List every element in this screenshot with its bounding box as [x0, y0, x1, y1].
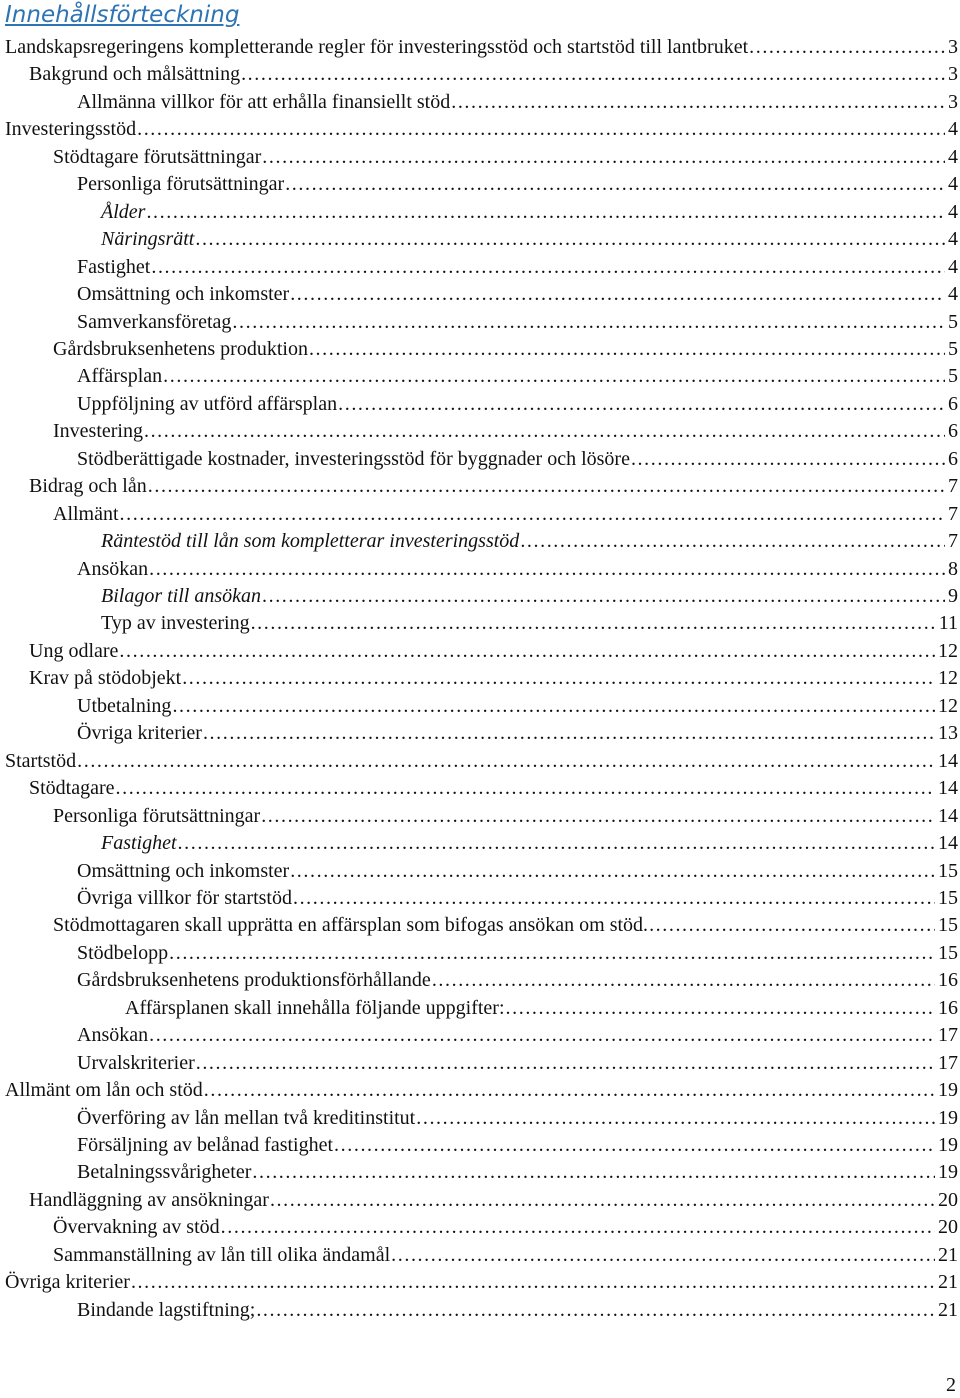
toc-leader-dots — [270, 1187, 935, 1214]
toc-leader-dots — [391, 1242, 935, 1269]
toc-entry[interactable] — [0, 501, 958, 528]
toc-leader-dots — [172, 693, 935, 720]
toc-entry-title: Affärsplanen skall innehålla följande uppgifter: — [125, 996, 505, 1019]
toc-entry-page: 12 — [938, 694, 958, 717]
toc-entry-page: 8 — [948, 557, 958, 580]
toc-leader-dots — [232, 309, 945, 336]
toc-entry-page: 14 — [938, 832, 958, 855]
toc-leader-dots — [451, 89, 945, 116]
toc-entry-title: Personliga förutsättningar — [53, 804, 261, 827]
toc-entry-title: Ung odlare — [29, 639, 119, 662]
toc-entry[interactable] — [0, 1242, 958, 1269]
toc-entry[interactable] — [0, 693, 958, 720]
toc-entry-page: 19 — [938, 1079, 958, 1102]
toc-entry-page: 14 — [938, 777, 958, 800]
toc-title: Innehållsförteckning — [5, 2, 240, 28]
toc-entry-title: Övriga kriterier — [77, 722, 202, 745]
toc-entry-title: Övervakning av stöd — [53, 1216, 220, 1239]
toc-entry-page: 7 — [948, 502, 958, 525]
toc-entry[interactable] — [0, 363, 958, 390]
toc-entry-title: Ansökan — [77, 557, 149, 580]
toc-entry[interactable] — [0, 1214, 958, 1241]
toc-entry[interactable] — [0, 309, 958, 336]
toc-entry-title: Bidrag och lån — [29, 475, 147, 498]
toc-entry-title: Omsättning och inkomster — [77, 283, 290, 306]
toc-entry[interactable] — [0, 336, 958, 363]
toc-leader-dots — [120, 501, 945, 528]
toc-entry-page: 15 — [938, 914, 958, 937]
toc-entry-title: Gårdsbruksenhetens produktion — [53, 337, 308, 360]
toc-entry-title: Betalningssvårigheter — [77, 1161, 252, 1184]
toc-entry-page: 15 — [938, 886, 958, 909]
toc-entry-page: 4 — [948, 255, 958, 278]
toc-entry[interactable] — [0, 665, 958, 692]
toc-entry-page: 20 — [938, 1188, 958, 1211]
toc-entry[interactable] — [0, 1297, 958, 1324]
toc-entry-title: Uppföljning av utförd affärsplan — [77, 392, 338, 415]
toc-leader-dots — [262, 583, 945, 610]
toc-leader-dots — [256, 1297, 935, 1324]
toc-entry[interactable] — [0, 34, 958, 61]
toc-leader-dots — [293, 885, 935, 912]
toc-leader-dots — [252, 1159, 935, 1186]
toc-leader-dots — [338, 391, 945, 418]
toc-entry-title: Försäljning av belånad fastighet — [77, 1134, 334, 1156]
toc-leader-dots — [149, 1022, 935, 1049]
toc-leader-dots — [432, 967, 935, 994]
toc-entry[interactable] — [0, 830, 958, 857]
toc-entry-page: 21 — [938, 1271, 958, 1294]
toc-entry-title: Handläggning av ansökningar — [29, 1188, 269, 1211]
toc-leader-dots — [334, 1132, 935, 1159]
toc-leader-dots — [196, 1050, 935, 1077]
toc-entry-title: Ålder — [101, 200, 146, 223]
toc-entry-page: 4 — [948, 173, 958, 196]
toc-leader-dots — [221, 1214, 935, 1241]
toc-leader-dots — [169, 940, 935, 967]
toc-entry-page: 7 — [948, 530, 958, 553]
toc-leader-dots — [178, 830, 935, 857]
toc-entry-title: Gårdsbruksenhetens produktionsförhållande — [77, 969, 431, 992]
toc-entry-title: Investeringsstöd — [5, 118, 137, 141]
toc-entry[interactable] — [0, 281, 958, 308]
toc-entry-title: Sammanställning av lån till olika ändamål — [53, 1243, 391, 1266]
toc-entry-title: Fastighet — [77, 255, 151, 278]
toc-entry[interactable] — [0, 528, 958, 555]
toc-entry[interactable] — [0, 775, 958, 802]
toc-entry-page: 19 — [938, 1134, 958, 1156]
toc-leader-dots — [309, 336, 945, 363]
toc-entry[interactable] — [0, 61, 958, 88]
toc-entry-title: Överföring av lån mellan två kreditinstitut — [77, 1106, 416, 1129]
toc-entry-page: 21 — [938, 1243, 958, 1266]
toc-entry-title: Samverkansföretag — [77, 310, 232, 333]
toc-leader-dots — [290, 858, 935, 885]
toc-entry[interactable] — [0, 748, 958, 775]
toc-entry[interactable] — [0, 803, 958, 830]
toc-entry-page: 12 — [938, 667, 958, 690]
toc-leader-dots — [146, 199, 945, 226]
toc-entry-title: Affärsplan — [77, 365, 163, 388]
toc-entry-title: Urvalskriterier — [77, 1051, 195, 1074]
toc-entry-title: Bilagor till ansökan — [101, 585, 261, 607]
toc-entry[interactable] — [0, 995, 958, 1022]
toc-entry-title: Räntestöd till lån som kompletterar investeringsstöd — [101, 530, 520, 553]
toc-entry[interactable] — [0, 89, 958, 116]
toc-entry[interactable] — [0, 638, 958, 665]
toc-entry[interactable] — [0, 967, 958, 994]
toc-entry-page: 5 — [948, 337, 958, 360]
toc-entry[interactable] — [0, 583, 958, 610]
toc-leader-dots — [261, 803, 935, 830]
toc-entry[interactable] — [0, 1077, 958, 1104]
toc-entry-page: 11 — [938, 612, 958, 635]
toc-entry[interactable] — [0, 1159, 958, 1186]
toc-entry[interactable] — [0, 858, 958, 885]
toc-entry[interactable] — [0, 171, 958, 198]
toc-entry-title: Startstöd — [5, 749, 77, 772]
toc-entry-title: Omsättning och inkomster — [77, 859, 290, 882]
toc-leader-dots — [631, 446, 945, 473]
toc-entry-title: Utbetalning — [77, 694, 172, 717]
toc-leader-dots — [137, 116, 945, 143]
toc-entry-page: 4 — [948, 145, 958, 168]
toc-entry[interactable] — [0, 610, 958, 637]
toc-entry-title: Allmänt — [53, 502, 119, 525]
toc-entry-title: Bakgrund och målsättning — [29, 63, 241, 86]
page-number: 2 — [946, 1374, 956, 1396]
toc-entry-page: 4 — [948, 118, 958, 141]
toc-entry[interactable] — [0, 940, 958, 967]
toc-entry-page: 4 — [948, 200, 958, 223]
toc-entry[interactable] — [0, 254, 958, 281]
toc-leader-dots — [285, 171, 945, 198]
toc-entry-title: Allmänt om lån och stöd — [5, 1079, 203, 1102]
toc-entry-page: 19 — [938, 1161, 958, 1184]
toc-leader-dots — [77, 748, 935, 775]
toc-entry-title: Stödmottagaren skall upprätta en affärsplan som bifogas ansökan om stöd. — [53, 914, 649, 937]
toc-entry-title: Krav på stödobjekt — [29, 667, 182, 690]
toc-entry-title: Stödtagare förutsättningar — [53, 145, 262, 168]
toc-leader-dots — [649, 912, 935, 939]
toc-leader-dots — [182, 665, 935, 692]
toc-entry-page: 20 — [938, 1216, 958, 1239]
toc-entry-title: Näringsrätt — [101, 228, 195, 251]
toc-entry-page: 15 — [938, 941, 958, 964]
toc-leader-dots — [131, 1269, 935, 1296]
toc-entry-page: 19 — [938, 1106, 958, 1129]
toc-leader-dots — [203, 720, 935, 747]
toc-entry-title: Stödtagare — [29, 777, 115, 800]
toc-entry[interactable] — [0, 1022, 958, 1049]
toc-entry-title: Allmänna villkor för att erhålla finansiellt stöd — [77, 90, 451, 113]
toc-entry-page: 16 — [938, 969, 958, 992]
toc-entry[interactable] — [0, 556, 958, 583]
toc-entry-title: Investering — [53, 420, 143, 443]
toc-entry-page: 5 — [948, 365, 958, 388]
toc-entry-page: 6 — [948, 392, 958, 415]
toc-entry-page: 9 — [948, 585, 958, 607]
toc-entry[interactable] — [0, 473, 958, 500]
toc-leader-dots — [151, 254, 945, 281]
toc-entry-title: Bindande lagstiftning; — [77, 1298, 256, 1321]
toc-entry[interactable] — [0, 446, 958, 473]
toc-leader-dots — [119, 638, 935, 665]
toc-entry-title: Typ av investering — [101, 612, 250, 635]
toc-entry[interactable] — [0, 1269, 958, 1296]
toc-leader-dots — [116, 775, 935, 802]
toc-entry[interactable] — [0, 1050, 958, 1077]
toc-entry-title: Ansökan — [77, 1024, 149, 1047]
toc-entry-title: Övriga villkor för startstöd — [77, 886, 292, 909]
toc-entry-page: 6 — [948, 447, 958, 470]
toc-entry[interactable] — [0, 1105, 958, 1132]
toc-entry[interactable] — [0, 116, 958, 143]
toc-leader-dots — [149, 556, 945, 583]
toc-entry-page: 3 — [948, 36, 958, 58]
toc-entry[interactable] — [0, 912, 958, 939]
toc-entry[interactable] — [0, 391, 958, 418]
toc-entry-title: Fastighet — [101, 832, 177, 855]
toc-entry-title: Övriga kriterier — [5, 1271, 130, 1294]
toc-entry-page: 6 — [948, 420, 958, 443]
toc-leader-dots — [749, 34, 945, 61]
toc-entry-page: 3 — [948, 63, 958, 86]
toc-entry-page: 14 — [938, 749, 958, 772]
toc-entry-title: Landskapsregeringens kompletterande regler för investeringsstöd och startstöd till lantbruket — [5, 36, 749, 58]
toc-leader-dots — [520, 528, 945, 555]
toc-entry-page: 3 — [948, 90, 958, 113]
toc-leader-dots — [262, 144, 945, 171]
toc-entry[interactable] — [0, 885, 958, 912]
toc-entry-page: 5 — [948, 310, 958, 333]
toc-entry[interactable] — [0, 720, 958, 747]
toc-entry-page: 12 — [938, 639, 958, 662]
toc-leader-dots — [506, 995, 935, 1022]
toc-entry[interactable] — [0, 1187, 958, 1214]
toc-entry-title: Stödbelopp — [77, 941, 169, 964]
toc-leader-dots — [416, 1105, 935, 1132]
toc-entry-page: 14 — [938, 804, 958, 827]
toc-entry-page: 15 — [938, 859, 958, 882]
toc-leader-dots — [204, 1077, 935, 1104]
toc-entry-title: Stödberättigade kostnader, investeringsstöd för byggnader och lösöre — [77, 447, 630, 470]
toc-leader-dots — [251, 610, 936, 637]
toc-entry-page: 16 — [938, 996, 958, 1019]
toc-leader-dots — [290, 281, 945, 308]
toc-entry-page: 13 — [938, 722, 958, 745]
toc-entry[interactable] — [0, 144, 958, 171]
toc-entry-page: 17 — [938, 1024, 958, 1047]
toc-entry[interactable] — [0, 199, 958, 226]
toc-entry-title: Personliga förutsättningar — [77, 173, 285, 196]
toc-entry-page: 21 — [938, 1298, 958, 1321]
toc-leader-dots — [163, 363, 945, 390]
toc-entry-page: 17 — [938, 1051, 958, 1074]
toc-leader-dots — [195, 226, 945, 253]
toc-leader-dots — [144, 418, 945, 445]
toc-entry[interactable] — [0, 1132, 958, 1159]
toc-entry-page: 7 — [948, 475, 958, 498]
toc-entry[interactable] — [0, 418, 958, 445]
toc-leader-dots — [241, 61, 945, 88]
toc-leader-dots — [148, 473, 945, 500]
toc-entry-page: 4 — [948, 228, 958, 251]
toc-entry-page: 4 — [948, 283, 958, 306]
toc-entry[interactable] — [0, 226, 958, 253]
